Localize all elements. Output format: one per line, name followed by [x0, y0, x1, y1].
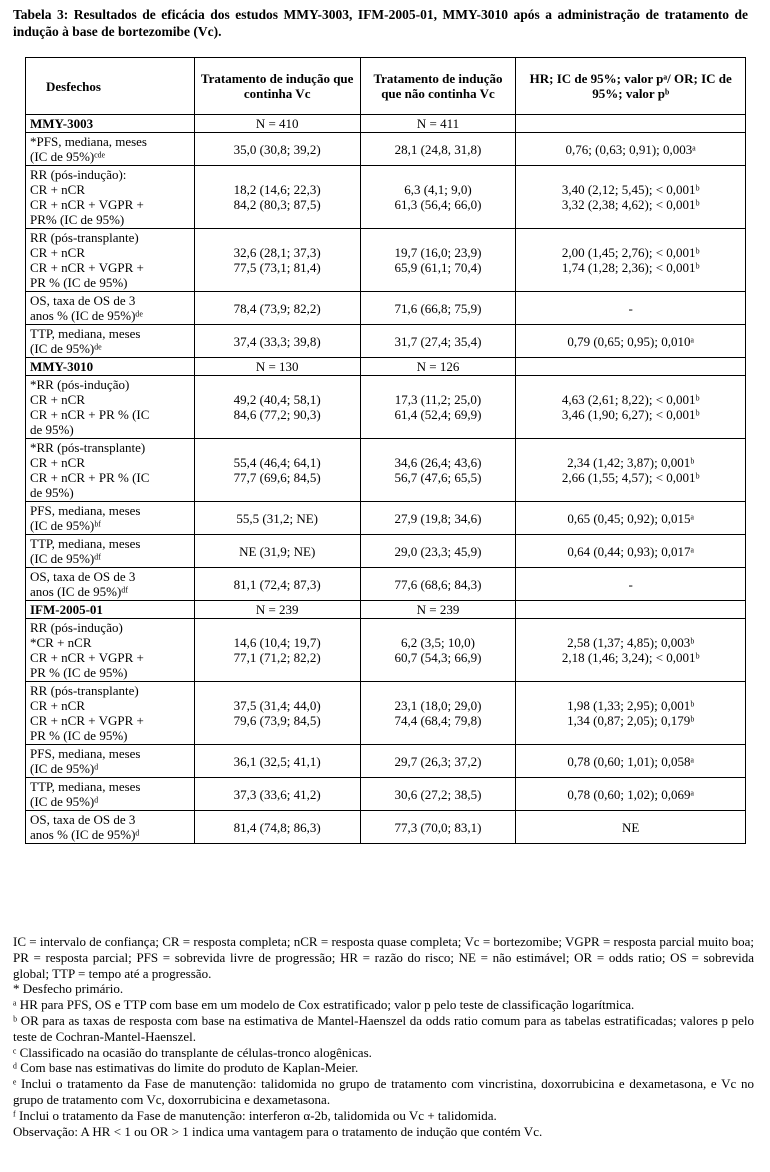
table-row: [26, 325, 746, 358]
section-name: IFM-2005-01: [26, 601, 195, 619]
outcome-cell: PFS, mediana, meses (IC de 95%)ᵇᶠ: [26, 502, 195, 535]
vc-value-cell: 49,2 (40,4; 58,1) 84,6 (77,2; 90,3): [194, 376, 360, 439]
hr-or-cell: 0,79 (0,65; 0,95); 0,010ᵃ: [516, 325, 746, 358]
no-vc-value-cell: 34,6 (26,4; 43,6) 56,7 (47,6; 65,5): [360, 439, 516, 502]
footnote: ᵈ Com base nas estimativas do limite do produto de Kaplan-Meier.: [13, 1060, 359, 1076]
section-empty: [516, 358, 746, 376]
hr-or-cell: 3,40 (2,12; 5,45); < 0,001ᵇ 3,32 (2,38; 4,62); < 0,001ᵇ: [516, 166, 746, 229]
outcome-cell: RR (pós-indução): CR + nCR CR + nCR + VGPR + PR% (IC de 95%): [26, 166, 195, 229]
hr-or-cell: 2,34 (1,42; 3,87); 0,001ᵇ 2,66 (1,55; 4,57); < 0,001ᵇ: [516, 439, 746, 502]
vc-value-cell: 81,1 (72,4; 87,3): [194, 568, 360, 601]
section-name: MMY-3010: [26, 358, 195, 376]
table-row: [26, 292, 746, 325]
outcome-cell: PFS, mediana, meses (IC de 95%)ᵈ: [26, 745, 195, 778]
outcome-cell: *PFS, mediana, meses (IC de 95%)ᶜᵈᵉ: [26, 133, 195, 166]
no-vc-value-cell: 27,9 (19,8; 34,6): [360, 502, 516, 535]
no-vc-value-cell: 6,2 (3,5; 10,0) 60,7 (54,3; 66,9): [360, 619, 516, 682]
table-row: [26, 682, 746, 745]
section-n-no-vc: N = 126: [360, 358, 516, 376]
hr-or-cell: 0,64 (0,44; 0,93); 0,017ᵃ: [516, 535, 746, 568]
no-vc-value-cell: 31,7 (27,4; 35,4): [360, 325, 516, 358]
table-row: [26, 133, 746, 166]
vc-value-cell: 18,2 (14,6; 22,3) 84,2 (80,3; 87,5): [194, 166, 360, 229]
table-row: [26, 619, 746, 682]
section-row: [26, 358, 746, 376]
table-row: [26, 166, 746, 229]
header-outcomes: Desfechos: [26, 58, 195, 115]
section-empty: [516, 115, 746, 133]
vc-value-cell: 32,6 (28,1; 37,3) 77,5 (73,1; 81,4): [194, 229, 360, 292]
section-row: [26, 115, 746, 133]
vc-value-cell: 36,1 (32,5; 41,1): [194, 745, 360, 778]
outcome-cell: RR (pós-transplante) CR + nCR CR + nCR + VGPR + PR % (IC de 95%): [26, 682, 195, 745]
vc-value-cell: 37,4 (33,3; 39,8): [194, 325, 360, 358]
footnote: ᵃ HR para PFS, OS e TTP com base em um modelo de Cox estratificado; valor p pelo teste de classificação logarítmica.: [13, 997, 635, 1013]
vc-value-cell: 78,4 (73,9; 82,2): [194, 292, 360, 325]
hr-or-cell: 4,63 (2,61; 8,22); < 0,001ᵇ 3,46 (1,90; 6,27); < 0,001ᵇ: [516, 376, 746, 439]
section-n-vc: N = 410: [194, 115, 360, 133]
section-n-vc: N = 130: [194, 358, 360, 376]
table-row: [26, 535, 746, 568]
outcome-cell: TTP, mediana, meses (IC de 95%)ᵈᵉ: [26, 325, 195, 358]
section-n-no-vc: N = 411: [360, 115, 516, 133]
no-vc-value-cell: 23,1 (18,0; 29,0) 74,4 (68,4; 79,8): [360, 682, 516, 745]
no-vc-value-cell: 6,3 (4,1; 9,0) 61,3 (56,4; 66,0): [360, 166, 516, 229]
table-row: [26, 229, 746, 292]
hr-or-cell: 0,78 (0,60; 1,02); 0,069ᵃ: [516, 778, 746, 811]
outcome-cell: RR (pós-indução) *CR + nCR CR + nCR + VGPR + PR % (IC de 95%): [26, 619, 195, 682]
table-row: [26, 811, 746, 844]
no-vc-value-cell: 77,6 (68,6; 84,3): [360, 568, 516, 601]
table-row: [26, 439, 746, 502]
no-vc-value-cell: 29,7 (26,3; 37,2): [360, 745, 516, 778]
section-row: [26, 601, 746, 619]
hr-or-cell: -: [516, 292, 746, 325]
efficacy-table: [25, 57, 746, 844]
vc-value-cell: 37,3 (33,6; 41,2): [194, 778, 360, 811]
no-vc-value-cell: 77,3 (70,0; 83,1): [360, 811, 516, 844]
outcome-cell: RR (pós-transplante) CR + nCR CR + nCR + VGPR + PR % (IC de 95%): [26, 229, 195, 292]
hr-or-cell: NE: [516, 811, 746, 844]
outcome-cell: TTP, mediana, meses (IC de 95%)ᵈ: [26, 778, 195, 811]
outcome-cell: OS, taxa de OS de 3 anos % (IC de 95%)ᵈᵉ: [26, 292, 195, 325]
header-vc: Tratamento de indução que continha Vc: [194, 58, 360, 115]
outcome-cell: *RR (pós-transplante) CR + nCR CR + nCR + PR % (IC de 95%): [26, 439, 195, 502]
no-vc-value-cell: 19,7 (16,0; 23,9) 65,9 (61,1; 70,4): [360, 229, 516, 292]
no-vc-value-cell: 28,1 (24,8, 31,8): [360, 133, 516, 166]
table-row: [26, 778, 746, 811]
table-row: [26, 745, 746, 778]
vc-value-cell: 35,0 (30,8; 39,2): [194, 133, 360, 166]
vc-value-cell: 14,6 (10,4; 19,7) 77,1 (71,2; 82,2): [194, 619, 360, 682]
header-no-vc: Tratamento de indução que não continha Vc: [360, 58, 516, 115]
vc-value-cell: NE (31,9; NE): [194, 535, 360, 568]
table-row: [26, 568, 746, 601]
header-row: [26, 58, 746, 115]
hr-or-cell: 0,76; (0,63; 0,91); 0,003ᵃ: [516, 133, 746, 166]
section-n-no-vc: N = 239: [360, 601, 516, 619]
section-empty: [516, 601, 746, 619]
outcome-cell: OS, taxa de OS de 3 anos % (IC de 95%)ᵈ: [26, 811, 195, 844]
footnote: ᶠ Inclui o tratamento da Fase de manutenção: interferon α-2b, talidomida ou Vc + talidomida.: [13, 1107, 497, 1123]
hr-or-cell: 2,00 (1,45; 2,76); < 0,001ᵇ 1,74 (1,28; 2,36); < 0,001ᵇ: [516, 229, 746, 292]
hr-or-cell: 2,58 (1,37; 4,85); 0,003ᵇ 2,18 (1,46; 3,24); < 0,001ᵇ: [516, 619, 746, 682]
hr-or-cell: 1,98 (1,33; 2,95); 0,001ᵇ 1,34 (0,87; 2,05); 0,179ᵇ: [516, 682, 746, 745]
no-vc-value-cell: 30,6 (27,2; 38,5): [360, 778, 516, 811]
footnote: IC = intervalo de confiança; CR = resposta completa; nCR = resposta quase completa; Vc = bortezomibe; VGPR = resposta parcial muito boa; PR = resposta parcial; PFS = sobrevida livre de progressão; HR = razão do risco; NE = não estimável; OR = odds ratio; OS = sobrevida global; TTP = tempo até a progressão.: [13, 934, 754, 981]
vc-value-cell: 37,5 (31,4; 44,0) 79,6 (73,9; 84,5): [194, 682, 360, 745]
footnote: * Desfecho primário.: [13, 981, 124, 997]
footnotes: [13, 934, 754, 1139]
footnote: ᵉ Inclui o tratamento da Fase de manutenção: talidomida no grupo de tratamento com vincristina, doxorrubicina e dexametasona, e Vc no grupo de tratamento com Vc, doxorrubicina e dexametasona.: [13, 1076, 754, 1107]
footnote: Observação: A HR < 1 ou OR > 1 indica uma vantagem para o tratamento de indução que contém Vc.: [13, 1123, 543, 1139]
outcome-cell: OS, taxa de OS de 3 anos (IC de 95%)ᵈᶠ: [26, 568, 195, 601]
vc-value-cell: 55,4 (46,4; 64,1) 77,7 (69,6; 84,5): [194, 439, 360, 502]
vc-value-cell: 81,4 (74,8; 86,3): [194, 811, 360, 844]
header-hr-or: HR; IC de 95%; valor pᵃ/ OR; IC de 95%; valor pᵇ: [516, 58, 746, 115]
footnote: ᶜ Classificado na ocasião do transplante de células-tronco alogênicas.: [13, 1044, 372, 1060]
hr-or-cell: 0,78 (0,60; 1,01); 0,058ᵃ: [516, 745, 746, 778]
footnote: ᵇ OR para as taxas de resposta com base na estimativa de Mantel-Haenszel da odds ratio comum para as tabelas estratificadas; valores p pelo teste de Cochran-Mantel-Haenszel.: [13, 1012, 754, 1044]
no-vc-value-cell: 17,3 (11,2; 25,0) 61,4 (52,4; 69,9): [360, 376, 516, 439]
table-caption: Tabela 3: Resultados de eficácia dos estudos MMY-3003, IFM-2005-01, MMY-3010 após a administração de tratamento de indução à base de bortezomibe (Vc).: [13, 7, 748, 39]
table-row: [26, 502, 746, 535]
no-vc-value-cell: 29,0 (23,3; 45,9): [360, 535, 516, 568]
no-vc-value-cell: 71,6 (66,8; 75,9): [360, 292, 516, 325]
outcome-cell: *RR (pós-indução) CR + nCR CR + nCR + PR % (IC de 95%): [26, 376, 195, 439]
section-name: MMY-3003: [26, 115, 195, 133]
vc-value-cell: 55,5 (31,2; NE): [194, 502, 360, 535]
hr-or-cell: 0,65 (0,45; 0,92); 0,015ᵃ: [516, 502, 746, 535]
table-row: [26, 376, 746, 439]
section-n-vc: N = 239: [194, 601, 360, 619]
hr-or-cell: -: [516, 568, 746, 601]
outcome-cell: TTP, mediana, meses (IC de 95%)ᵈᶠ: [26, 535, 195, 568]
